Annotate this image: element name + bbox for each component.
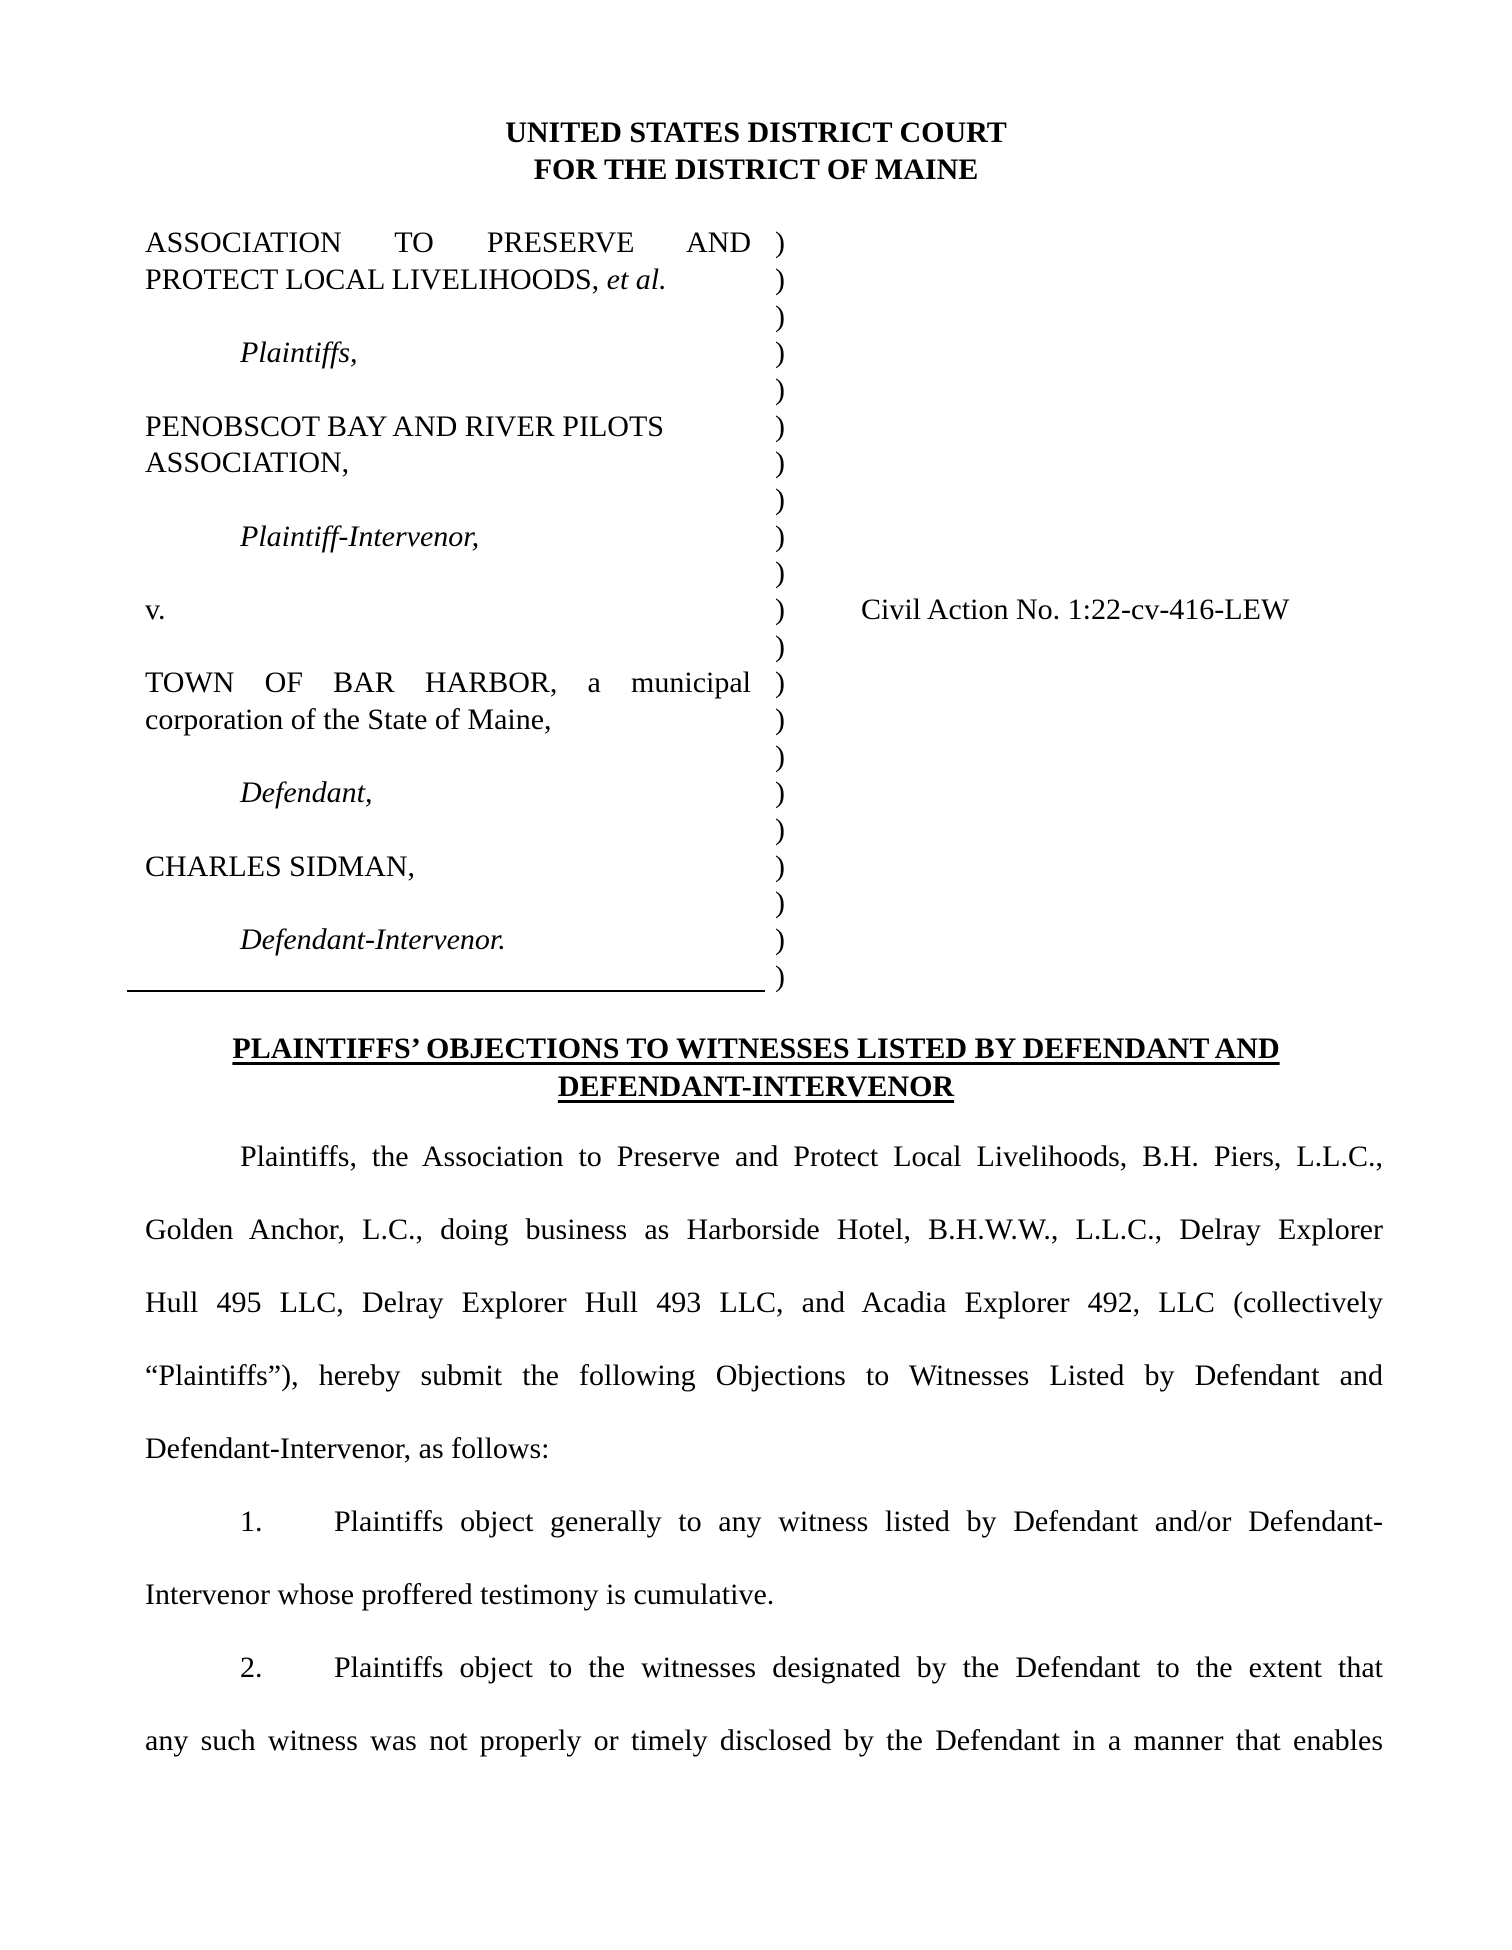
- intro-paragraph-line: “Plaintiffs”), hereby submit the following Objections to Witnesses Listed by Defendant and: [145, 1359, 1383, 1392]
- paragraph-line: any such witness was not properly or timely disclosed by the Defendant in a manner that enables: [145, 1724, 1383, 1757]
- caption-paren: ): [775, 520, 785, 553]
- caption-paren: ): [775, 740, 785, 773]
- caption-paren: ): [775, 923, 785, 956]
- document-title-line-2: DEFENDANT-INTERVENOR: [557, 1070, 955, 1103]
- court-name: UNITED STATES DISTRICT COURT: [505, 116, 1007, 149]
- caption-paren: ): [775, 483, 785, 516]
- intro-paragraph-line: Plaintiffs, the Association to Preserve and Protect Local Livelihoods, B.H. Piers, L.L.C.,: [240, 1140, 1383, 1173]
- caption-row: [0, 334, 1512, 371]
- caption-paren: ): [775, 226, 785, 259]
- caption-paren: ): [775, 703, 785, 736]
- caption-paren: ): [775, 263, 785, 296]
- caption-row: [0, 261, 1512, 298]
- intro-paragraph-line: Hull 495 LLC, Delray Explorer Hull 493 LLC, and Acadia Explorer 492, LLC (collectively: [145, 1286, 1383, 1319]
- caption-paren: ): [775, 886, 785, 919]
- paragraph-first-line: Plaintiffs object generally to any witness listed by Defendant and/or Defendant-: [334, 1505, 1383, 1538]
- court-district: FOR THE DISTRICT OF MAINE: [533, 153, 979, 186]
- civil-action-number: Civil Action No. 1:22-cv-416-LEW: [861, 593, 1290, 626]
- caption-paren: ): [775, 300, 785, 333]
- intro-paragraph-line: Defendant-Intervenor, as follows:: [145, 1432, 550, 1465]
- caption-row: [0, 591, 1512, 628]
- caption-paren: ): [775, 960, 785, 993]
- intervenor-name-line-2: ASSOCIATION,: [145, 446, 350, 479]
- caption-paren: ): [775, 336, 785, 369]
- defendant-name-line-2: corporation of the State of Maine,: [145, 703, 552, 736]
- versus: v.: [145, 593, 166, 626]
- caption-row: [0, 921, 1512, 958]
- caption-paren: ): [775, 446, 785, 479]
- paragraph-number: 1.: [240, 1505, 263, 1538]
- caption-row: [0, 701, 1512, 738]
- caption-paren: ): [775, 850, 785, 883]
- caption-row: [0, 664, 1512, 701]
- party-role-defendant: Defendant,: [240, 776, 373, 809]
- caption-row: [0, 884, 1512, 921]
- document-title-line-1: PLAINTIFFS’ OBJECTIONS TO WITNESSES LISTED BY DEFENDANT AND: [232, 1032, 1280, 1065]
- plaintiff-name-line-2: PROTECT LOCAL LIVELIHOODS, et al.: [145, 263, 667, 296]
- caption-paren: ): [775, 593, 785, 626]
- intervenor-name-line-1: PENOBSCOT BAY AND RIVER PILOTS: [145, 410, 664, 443]
- caption-row: [0, 848, 1512, 885]
- caption-row: [0, 444, 1512, 481]
- et-al: et al.: [606, 263, 667, 296]
- defendant-name-line-1: TOWN OF BAR HARBOR, a municipal: [145, 666, 751, 699]
- caption-paren: ): [775, 556, 785, 589]
- caption-paren: ): [775, 410, 785, 443]
- paragraph-number: 2.: [240, 1651, 263, 1684]
- caption-row: [0, 481, 1512, 518]
- party-role-defendant-intervenor: Defendant-Intervenor.: [240, 923, 506, 956]
- caption-row: [0, 518, 1512, 555]
- intro-paragraph-line: Golden Anchor, L.C., doing business as Harborside Hotel, B.H.W.W., L.L.C., Delray Explorer: [145, 1213, 1383, 1246]
- caption-row: [0, 811, 1512, 848]
- caption-row: [0, 298, 1512, 335]
- caption-row: [0, 628, 1512, 665]
- paragraph-line: Intervenor whose proffered testimony is cumulative.: [145, 1578, 775, 1611]
- party-role-plaintiffs: Plaintiffs,: [240, 336, 358, 369]
- caption-row: [0, 554, 1512, 591]
- plaintiff-name-line-1: ASSOCIATION TO PRESERVE AND: [145, 226, 751, 259]
- paragraph-first-line: Plaintiffs object to the witnesses designated by the Defendant to the extent that: [334, 1651, 1383, 1684]
- caption-paren: ): [775, 813, 785, 846]
- caption-divider: [127, 990, 765, 992]
- caption-row: [0, 408, 1512, 445]
- caption-row: [0, 371, 1512, 408]
- caption-paren: ): [775, 776, 785, 809]
- defendant-intervenor-name: CHARLES SIDMAN,: [145, 850, 416, 883]
- caption-row: [0, 738, 1512, 775]
- caption-row: [0, 774, 1512, 811]
- caption-paren: ): [775, 666, 785, 699]
- party-role-plaintiff-intervenor: Plaintiff-Intervenor,: [240, 520, 480, 553]
- caption-paren: ): [775, 630, 785, 663]
- caption-paren: ): [775, 373, 785, 406]
- caption-row: [0, 224, 1512, 261]
